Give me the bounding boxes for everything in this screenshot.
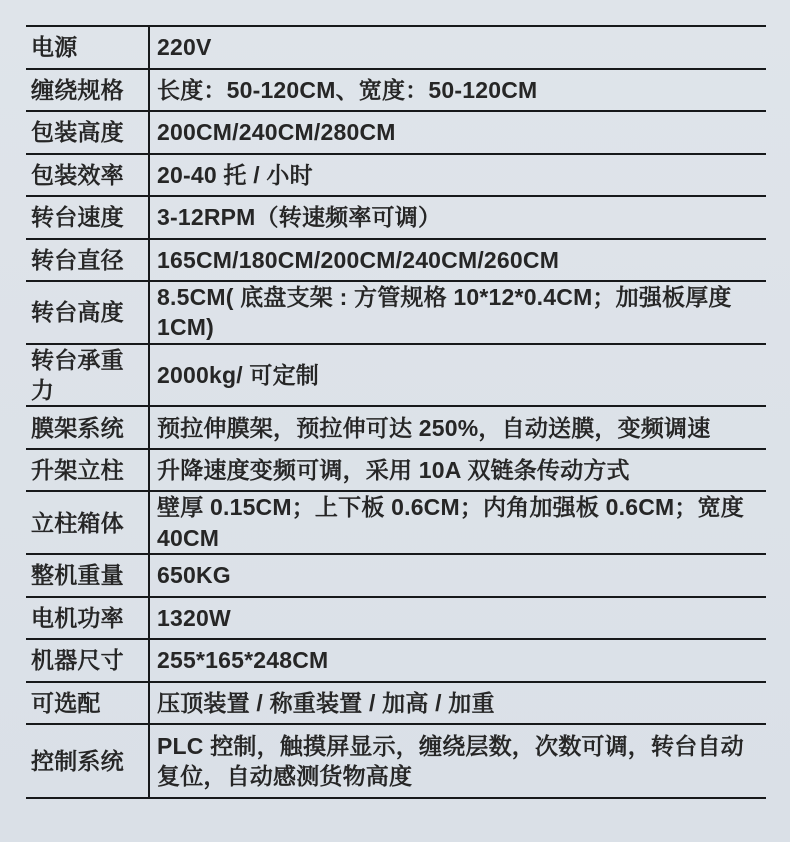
spec-label-cell: 电源 [26,27,150,68]
spec-value-cell: 壁厚 0.15CM；上下板 0.6CM；内角加强板 0.6CM；宽度 40CM [157,494,744,551]
spec-value-cell: 3-12RPM（转速频率可调） [157,204,442,231]
spec-row [26,555,766,598]
spec-value-cell: 255*165*248CM [157,647,329,674]
spec-value-cell: 长度：50-120CM、宽度：50-120CM [157,76,538,103]
spec-value-cell: 压顶装置 / 称重装置 / 加高 / 加重 [157,689,495,716]
spec-value-cell: 220V [157,34,212,61]
spec-label-cell: 转台高度 [26,282,150,343]
spec-value-cell: 预拉伸膜架，预拉伸可达 250%，自动送膜，变频调速 [157,414,711,441]
spec-table [26,25,766,799]
spec-value-cell: 200CM/240CM/280CM [157,119,396,146]
spec-label-cell: 转台承重力 [26,345,150,406]
spec-label-cell: 膜架系统 [26,407,150,448]
spec-value-cell: 1320W [157,604,231,631]
spec-row [26,70,766,113]
spec-label-cell: 包装高度 [26,112,150,153]
spec-label-cell: 电机功率 [26,598,150,639]
spec-row [26,640,766,683]
spec-row [26,240,766,283]
spec-row [26,112,766,155]
spec-label-cell: 升架立柱 [26,450,150,491]
spec-value-cell: 升降速度变频可调，采用 10A 双链条传动方式 [157,457,630,483]
spec-row [26,407,766,450]
spec-row [26,155,766,198]
spec-row [26,450,766,493]
spec-label-cell: 转台直径 [26,240,150,281]
spec-label-cell: 可选配 [26,683,150,724]
spec-row [26,282,766,345]
spec-value-cell: PLC 控制，触摸屏显示，缠绕层数，次数可调，转台自动复位，自动感测货物高度 [157,732,744,790]
spec-label-cell: 整机重量 [26,555,150,596]
spec-value-cell: 165CM/180CM/200CM/240CM/260CM [157,246,560,273]
spec-label-cell: 立柱箱体 [26,492,150,553]
spec-value-cell: 20-40 托 / 小时 [157,161,313,188]
spec-label-cell: 控制系统 [26,725,150,797]
spec-row [26,345,766,408]
spec-label-cell: 转台速度 [26,197,150,238]
spec-row [26,598,766,641]
spec-row [26,683,766,726]
spec-value-cell: 8.5CM( 底盘支架 : 方管规格 10*12*0.4CM；加强板厚度 1CM) [157,284,732,341]
spec-row [26,725,766,799]
spec-row [26,197,766,240]
spec-value-cell: 2000kg/ 可定制 [157,361,319,388]
spec-value-cell: 650KG [157,562,231,589]
spec-label-cell: 机器尺寸 [26,640,150,681]
spec-label-cell: 包装效率 [26,155,150,196]
spec-row [26,492,766,555]
spec-label-cell: 缠绕规格 [26,70,150,111]
spec-row [26,27,766,70]
